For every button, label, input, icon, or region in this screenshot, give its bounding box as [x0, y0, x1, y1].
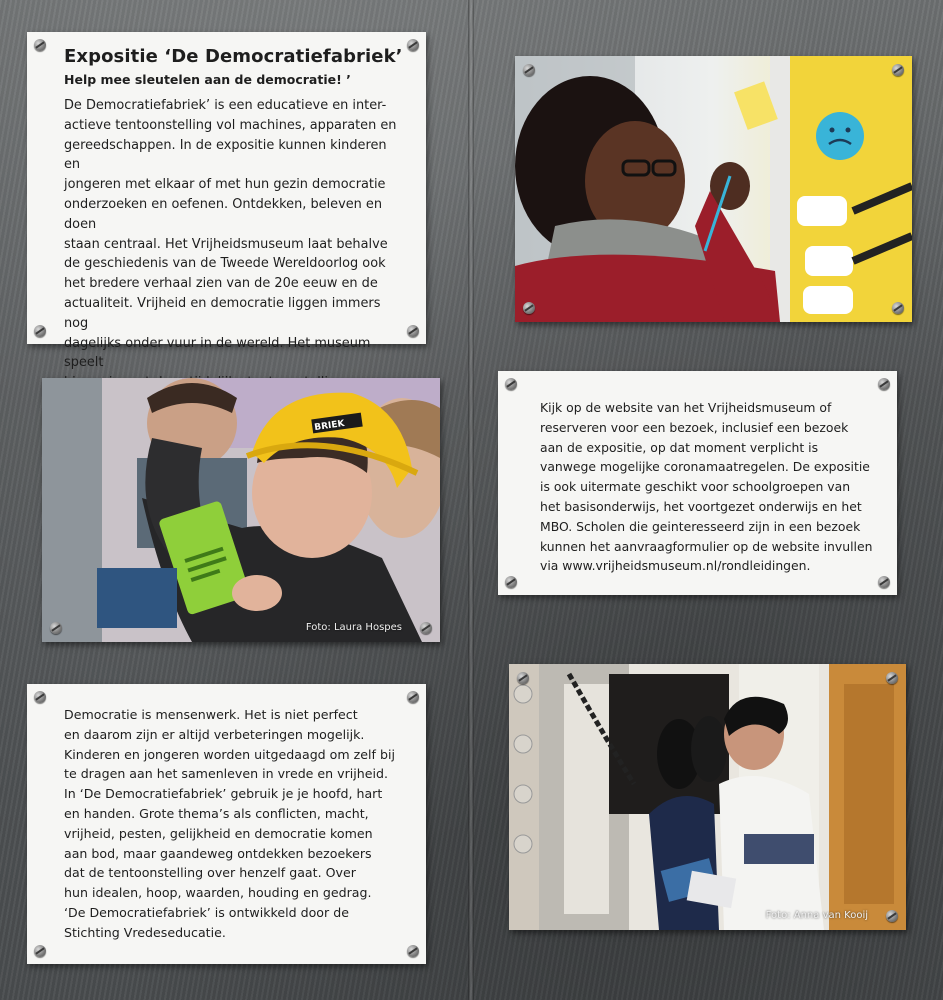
screw-icon [523, 302, 535, 314]
photo-woman-writing [515, 56, 912, 322]
text-line: staan centraal. Het Vrijheidsmuseum laat behalve [64, 236, 388, 252]
photo-teens-exhibit [509, 664, 906, 930]
text-line: hun idealen, hoop, waarden, houding en gedrag. [64, 885, 372, 901]
screw-icon [407, 325, 419, 337]
text-line: te dragen aan het samenleven in vrede en vrijheid. [64, 766, 389, 782]
text-line: MBO. Scholen die geinteresseerd zijn in een bezoek [540, 518, 861, 534]
text-line: vrijheid, pesten, gelijkheid en democratie komen [64, 825, 373, 841]
text-line: onderzoeken en oefenen. Ontdekken, beleven en doen [64, 196, 383, 232]
helmet-label: BRIEK [313, 419, 346, 434]
text-line: ‘De Democratiefabriek’ is ontwikkeld door de [64, 904, 349, 920]
text-line: kunnen het aanvraagformulier op de website invullen [540, 538, 873, 554]
screw-icon [878, 378, 890, 390]
screw-icon [407, 691, 419, 703]
text-line: vanwege mogelijke coronamaatregelen. De expositie [540, 459, 870, 475]
text-line: dat de tentoonstelling over henzelf gaat. Over [64, 865, 356, 881]
text-line: dagelijks onder vuur in de wereld. Het museum speelt [64, 335, 371, 371]
text-line: jongeren met elkaar of met hun gezin democratie [64, 177, 386, 193]
photo-credit: Foto: Anna van Kooij [765, 910, 868, 921]
text-line: In ‘De Democratiefabriek’ gebruik je je hoofd, hart [64, 786, 383, 802]
visit-info-card [498, 371, 897, 595]
text-line: actieve tentoonstelling vol machines, apparaten en [64, 117, 397, 133]
screw-icon [505, 378, 517, 390]
text-line: actualiteit. Vrijheid en democratie liggen immers nog [64, 295, 381, 331]
screw-icon [34, 325, 46, 337]
screw-icon [407, 945, 419, 957]
text-line: Stichting Vredeseducatie. [64, 924, 226, 940]
screw-icon [892, 302, 904, 314]
screw-icon [892, 64, 904, 76]
democracy-text [64, 705, 412, 943]
screw-icon [50, 622, 62, 634]
visit-info-text [540, 398, 883, 576]
intro-text [64, 96, 406, 393]
screw-icon [505, 576, 517, 588]
screw-icon [886, 910, 898, 922]
text-line: Democratie is mensenwerk. Het is niet perfect [64, 707, 358, 722]
text-line: aan bod, maar gaandeweg ontdekken bezoekers [64, 845, 372, 861]
text-line: via www.vrijheidsmuseum.nl/rondleidingen. [540, 558, 811, 574]
photo-boy-helmet [42, 378, 440, 642]
text-line: de geschiedenis van de Tweede Wereldoorlog ook [64, 256, 386, 272]
photo-credit: Foto: Laura Hospes [305, 622, 402, 633]
text-line: De Democratiefabriek’ is een educatieve en inter- [64, 98, 387, 113]
text-line: en daarom zijn er altijd verbeteringen mogelijk. [64, 726, 365, 742]
text-line: reserveren voor een bezoek, inclusief een bezoek [540, 419, 849, 435]
page-fold [468, 0, 474, 1000]
intro-card [27, 32, 426, 371]
democracy-card [27, 684, 426, 964]
screw-icon [34, 691, 46, 703]
exhibition-subtitle: Help mee sleutelen aan de democratie! ’ [64, 72, 351, 87]
screw-icon [886, 672, 898, 684]
text-line: is ook uitermate geschikt voor schoolgroepen van [540, 479, 851, 495]
text-line: het bredere verhaal zien van de 20e eeuw en de [64, 276, 378, 292]
screw-icon [407, 39, 419, 51]
screw-icon [420, 622, 432, 634]
text-line: en handen. Grote thema’s als conflicten, macht, [64, 805, 369, 821]
screw-icon [34, 945, 46, 957]
text-line: Kijk op de website van het Vrijheidsmuseum of [540, 400, 832, 415]
screw-icon [517, 672, 529, 684]
screw-icon [878, 576, 890, 588]
exhibition-title: Expositie ‘De Democratiefabriek’ [64, 46, 403, 67]
screw-icon [523, 64, 535, 76]
text-line: Kinderen en jongeren worden uitgedaagd om zelf bij [64, 746, 395, 762]
text-line: het basisonderwijs, het voortgezet onderwijs en het [540, 498, 862, 514]
text-line: aan de expositie, op dat moment verplicht is [540, 439, 819, 455]
text-line: gereedschappen. In de expositie kunnen kinderen en [64, 137, 387, 173]
screw-icon [34, 39, 46, 51]
